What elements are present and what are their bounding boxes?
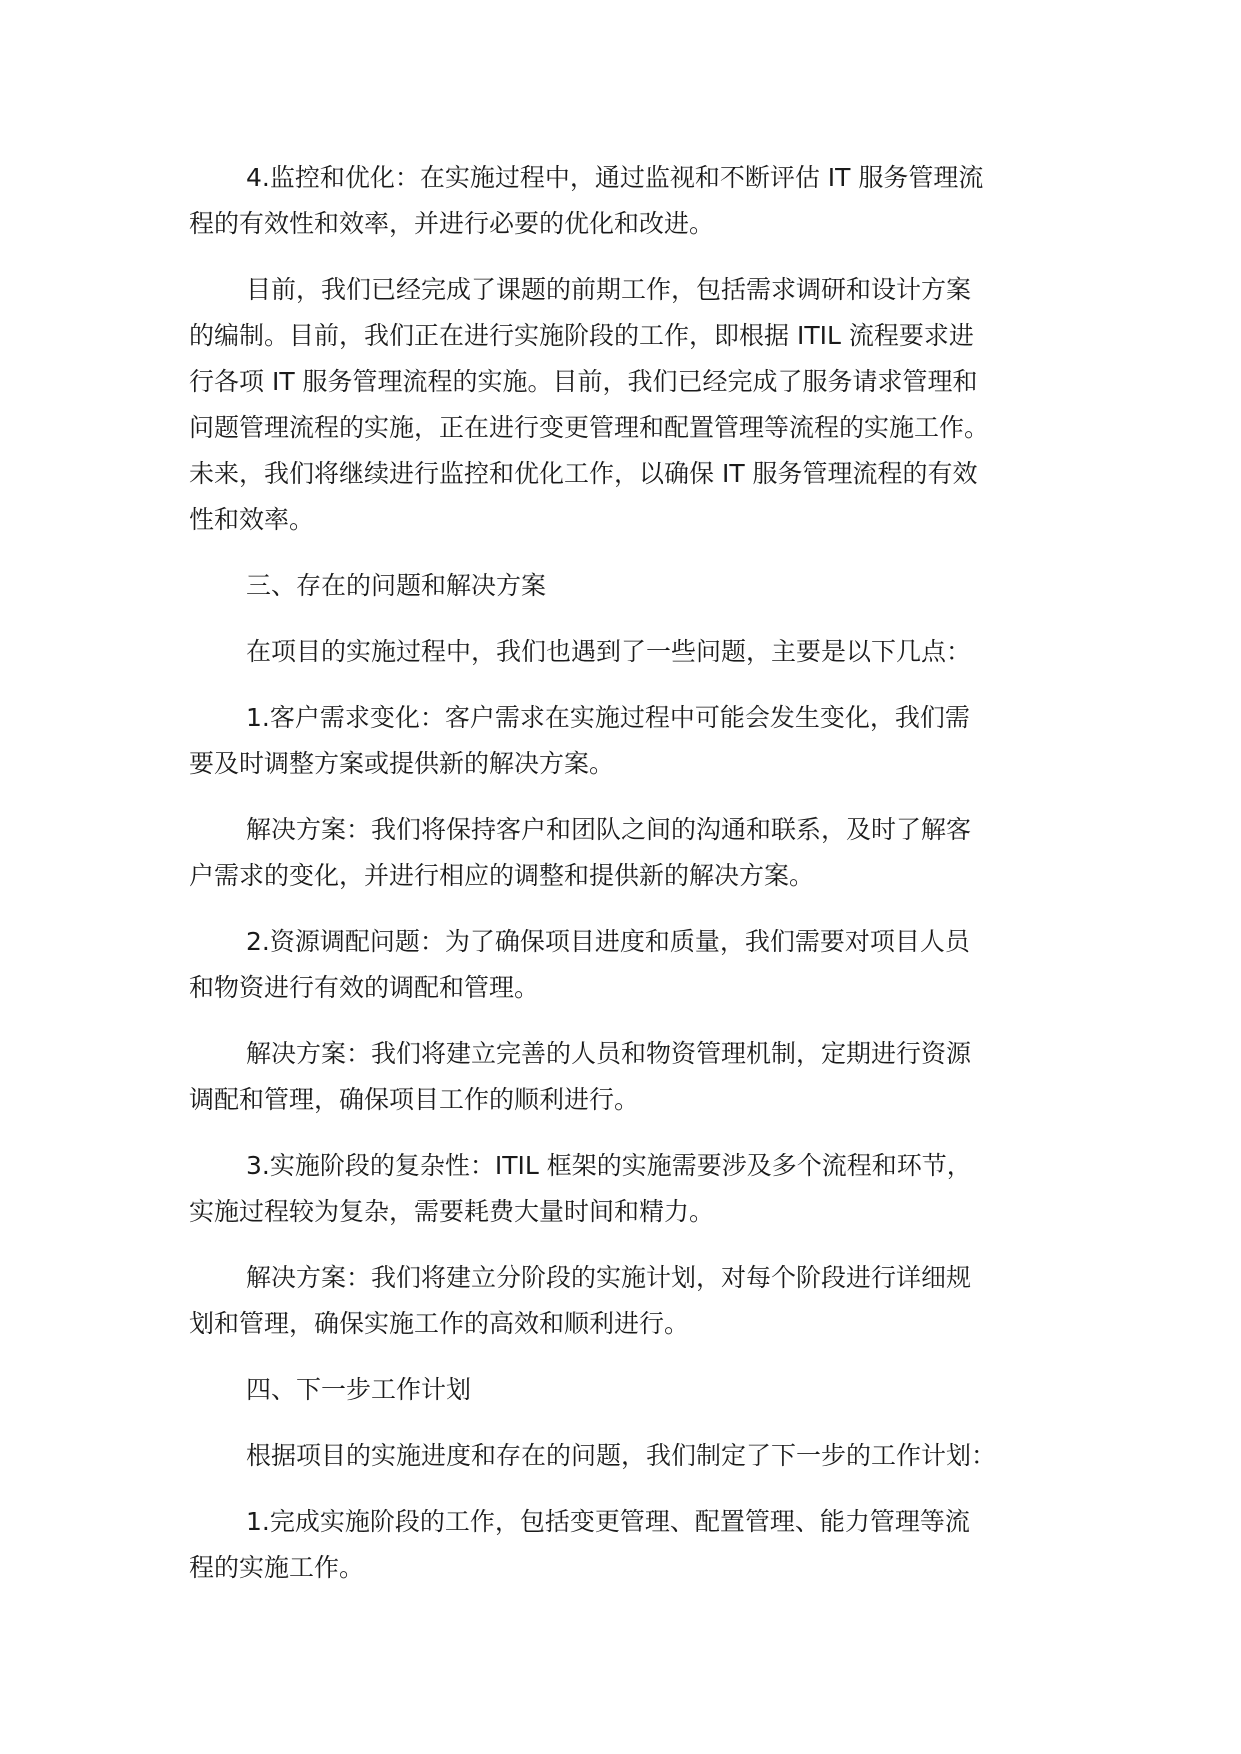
text-line: 实施过程较为复杂，需要耗费大量时间和精力。 <box>189 1197 715 1226</box>
text-line: 3.实施阶段的复杂性：ITIL 框架的实施需要涉及多个流程和环节， <box>246 1151 972 1180</box>
text-line: 1.客户需求变化：客户需求在实施过程中可能会发生变化，我们需 <box>246 703 970 732</box>
text-line: 和物资进行有效的调配和管理。 <box>189 973 540 1002</box>
text-line: 程的有效性和效率，并进行必要的优化和改进。 <box>189 209 715 238</box>
text-line: 要及时调整方案或提供新的解决方案。 <box>189 749 615 778</box>
text-line: 问题管理流程的实施，正在进行变更管理和配置管理等流程的实施工作。 <box>189 413 990 442</box>
text-line: 性和效率。 <box>189 505 315 534</box>
text-line: 4.监控和优化：在实施过程中，通过监视和不断评估 IT 服务管理流 <box>246 163 984 192</box>
text-line: 行各项 IT 服务管理流程的实施。目前，我们已经完成了服务请求管理和 <box>189 367 978 396</box>
text-line: 解决方案：我们将保持客户和团队之间的沟通和联系，及时了解客 <box>246 815 972 844</box>
text-line: 未来，我们将继续进行监控和优化工作，以确保 IT 服务管理流程的有效 <box>189 459 978 488</box>
text-line: 程的实施工作。 <box>189 1553 365 1582</box>
text-line: 调配和管理，确保项目工作的顺利进行。 <box>189 1085 640 1114</box>
text-line: 解决方案：我们将建立完善的人员和物资管理机制，定期进行资源 <box>246 1039 972 1068</box>
text-line: 目前，我们已经完成了课题的前期工作，包括需求调研和设计方案 <box>246 275 972 304</box>
text-line: 的编制。目前，我们正在进行实施阶段的工作，即根据 ITIL 流程要求进 <box>189 321 974 350</box>
heading-text: 四、下一步工作计划 <box>246 1375 472 1404</box>
text-line: 在项目的实施过程中，我们也遇到了一些问题，主要是以下几点： <box>246 637 972 666</box>
text-line: 2.资源调配问题：为了确保项目进度和质量，我们需要对项目人员 <box>246 927 970 956</box>
text-line: 1.完成实施阶段的工作，包括变更管理、配置管理、能力管理等流 <box>246 1507 970 1536</box>
text-line: 划和管理，确保实施工作的高效和顺利进行。 <box>189 1309 690 1338</box>
text-line: 解决方案：我们将建立分阶段的实施计划，对每个阶段进行详细规 <box>246 1263 972 1292</box>
text-line: 户需求的变化，并进行相应的调整和提供新的解决方案。 <box>189 861 815 890</box>
text-line: 根据项目的实施进度和存在的问题，我们制定了下一步的工作计划： <box>246 1441 997 1470</box>
heading-text: 三、存在的问题和解决方案 <box>246 571 547 600</box>
